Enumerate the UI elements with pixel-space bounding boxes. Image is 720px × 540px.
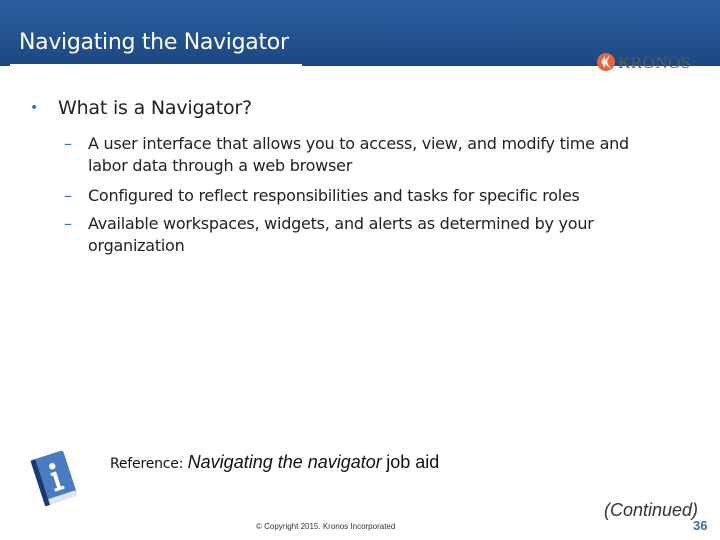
bullet-marker: • xyxy=(30,100,39,116)
logo-wordmark: KRONOS xyxy=(618,53,691,72)
sub-bullet-text: Configured to reflect responsibilities and tasks for specific roles xyxy=(88,186,580,205)
kronos-logo xyxy=(596,50,696,76)
reference-line xyxy=(110,452,439,473)
bullet-text: What is a Navigator? xyxy=(58,97,252,119)
sub-bullet-marker: – xyxy=(64,214,72,233)
page-number: 36 xyxy=(693,518,708,533)
sub-bullet-text-cont: labor data through a web browser xyxy=(88,156,353,175)
info-book-icon xyxy=(26,446,84,510)
sub-bullet-2 xyxy=(66,185,666,207)
sub-bullet-text: A user interface that allows you to access, view, and modify time and xyxy=(88,134,629,153)
kronos-globe-icon xyxy=(596,52,616,72)
continued-label: (Continued) xyxy=(604,500,699,520)
reference-suffix: job aid xyxy=(386,452,440,472)
reference-label: Reference: xyxy=(110,456,184,472)
sub-bullet-marker: – xyxy=(64,186,72,205)
slide-title: Navigating the Navigator xyxy=(19,30,289,55)
sub-bullet-1 xyxy=(66,133,666,177)
copyright-footer: © Copyright 2015. Kronos Incorporated xyxy=(256,522,396,531)
sub-bullet-3 xyxy=(66,213,666,257)
sub-bullet-marker: – xyxy=(64,134,72,153)
sub-bullet-text: Available workspaces, widgets, and alerts as determined by your xyxy=(88,214,594,233)
sub-bullet-text-cont: organization xyxy=(88,236,185,255)
title-underline xyxy=(10,64,302,66)
reference-title: Navigating the navigator xyxy=(187,452,382,472)
